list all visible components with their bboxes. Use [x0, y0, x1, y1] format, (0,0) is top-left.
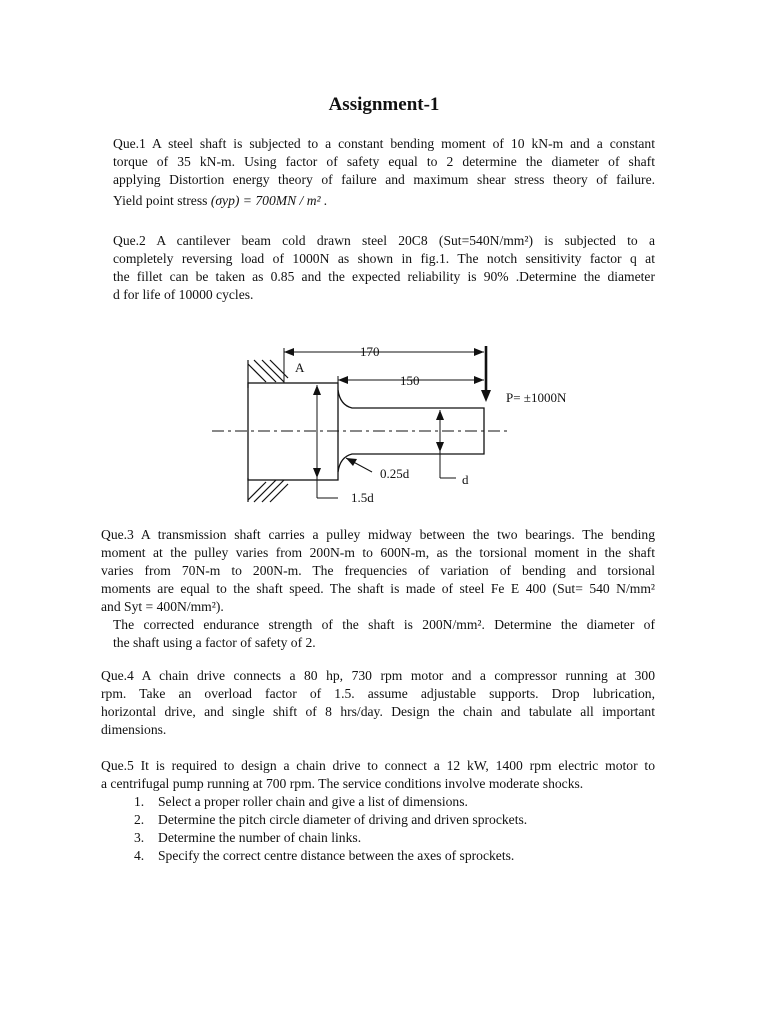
q3-line: and Syt = 400N/mm²). — [101, 599, 224, 614]
question-2 — [113, 232, 655, 304]
q3-line: moments are equal to the shaft speed. The shaft is made of steel Fe E 400 (Sut= 540 N/mm² — [101, 581, 655, 596]
fillet-arrow — [346, 458, 357, 466]
q3-line: moment at the pulley varies from 200N-m to 600N-m, as the torsional moment in the shaft — [101, 545, 655, 560]
dim-d-arrow-bottom — [436, 442, 444, 452]
q5-task-list — [134, 793, 654, 865]
q4-line: dimensions. — [101, 722, 167, 737]
assignment-title: Assignment-1 — [328, 94, 440, 115]
question-3 — [101, 526, 655, 652]
dim-15d-arrow-top — [313, 385, 321, 395]
cantilever-figure — [200, 330, 567, 510]
list-item-text: Specify the correct centre distance between the axes of sprockets. — [158, 848, 515, 863]
q5-line: Que.5 It is required to design a chain drive to connect a 12 kW, 1400 rpm electric motor to — [101, 758, 655, 773]
dim-170-arrow-left — [284, 348, 294, 356]
dim-15d-label: 1.5d — [351, 490, 374, 505]
list-item-text: Determine the pitch circle diameter of driving and driven sprockets. — [158, 812, 528, 827]
q1-formula: (σyp) = 700MN / m² . — [210, 193, 328, 208]
dim-170-label: 170 — [360, 344, 380, 359]
dim-170-arrow-right — [474, 348, 484, 356]
list-item-number: 1. — [134, 794, 145, 809]
list-item-number: 4. — [134, 848, 145, 863]
dim-d-label: d — [462, 472, 469, 487]
q4-line: rpm. Take an overload factor of 1.5. assume adjustable supports. Drop lubrication, — [101, 686, 655, 701]
wall-hatching-bottom — [248, 478, 288, 502]
list-item-number: 3. — [134, 830, 145, 845]
question-1 — [113, 135, 655, 210]
q5-line: a centrifugal pump running at 700 rpm. The service conditions involve moderate shocks. — [101, 776, 584, 791]
list-item-text: Determine the number of chain links. — [158, 830, 362, 845]
wall-hatching-top — [248, 360, 288, 388]
q4-line: Que.4 A chain drive connects a 80 hp, 730 rpm motor and a compressor running at 300 — [101, 668, 655, 683]
q2-line: Que.2 A cantilever beam cold drawn steel 20C8 (Sut=540N/mm²) is subjected to a — [113, 233, 655, 248]
dim-d-arrow-top — [436, 410, 444, 420]
q1-line: applying Distortion energy theory of failure and maximum shear stress theory of failure. — [113, 172, 655, 187]
q4-line: horizontal drive, and single shift of 8 hrs/day. Design the chain and tabulate all important — [101, 704, 655, 719]
q1-line: torque of 35 kN-m. Using factor of safety equal to 2 determine the diameter of shaft — [113, 154, 655, 169]
label-a: A — [295, 360, 305, 375]
q2-line: completely reversing load of 1000N as shown in fig.1. The notch sensitivity factor q at — [113, 251, 655, 266]
dim-15d-arrow-bottom — [313, 468, 321, 478]
load-label: P= ±1000N — [506, 390, 567, 405]
list-item — [134, 811, 654, 829]
q2-line: d for life of 10000 cycles. — [113, 287, 254, 302]
q1-yield-line — [113, 192, 655, 210]
list-item — [134, 847, 654, 865]
list-item-text: Select a proper roller chain and give a list of dimensions. — [158, 794, 468, 809]
question-5 — [101, 757, 655, 793]
q3-line: The corrected endurance strength of the shaft is 200N/mm². Determine the diameter of — [113, 617, 655, 632]
dim-150-label: 150 — [400, 373, 420, 388]
question-4 — [101, 667, 655, 739]
dim-150-arrow-left — [338, 376, 348, 384]
list-item — [134, 793, 654, 811]
list-item — [134, 829, 654, 847]
q3-line: varies from 70N-m to 200N-m. The frequencies of variation of bending and torsional — [101, 563, 655, 578]
q1-line: Que.1 A steel shaft is subjected to a constant bending moment of 10 kN-m and a constant — [113, 136, 655, 151]
list-item-number: 2. — [134, 812, 145, 827]
load-arrow-head — [481, 390, 491, 402]
q2-line: the fillet can be taken as 0.85 and the expected reliability is 90% .Determine the diameter — [113, 269, 655, 284]
dim-150-arrow-right — [474, 376, 484, 384]
fillet-label: 0.25d — [380, 466, 410, 481]
q3-line: the shaft using a factor of safety of 2. — [113, 635, 316, 650]
q1-line: Yield point stress — [113, 193, 208, 208]
q3-line: Que.3 A transmission shaft carries a pulley midway between the two bearings. The bending — [101, 527, 655, 542]
